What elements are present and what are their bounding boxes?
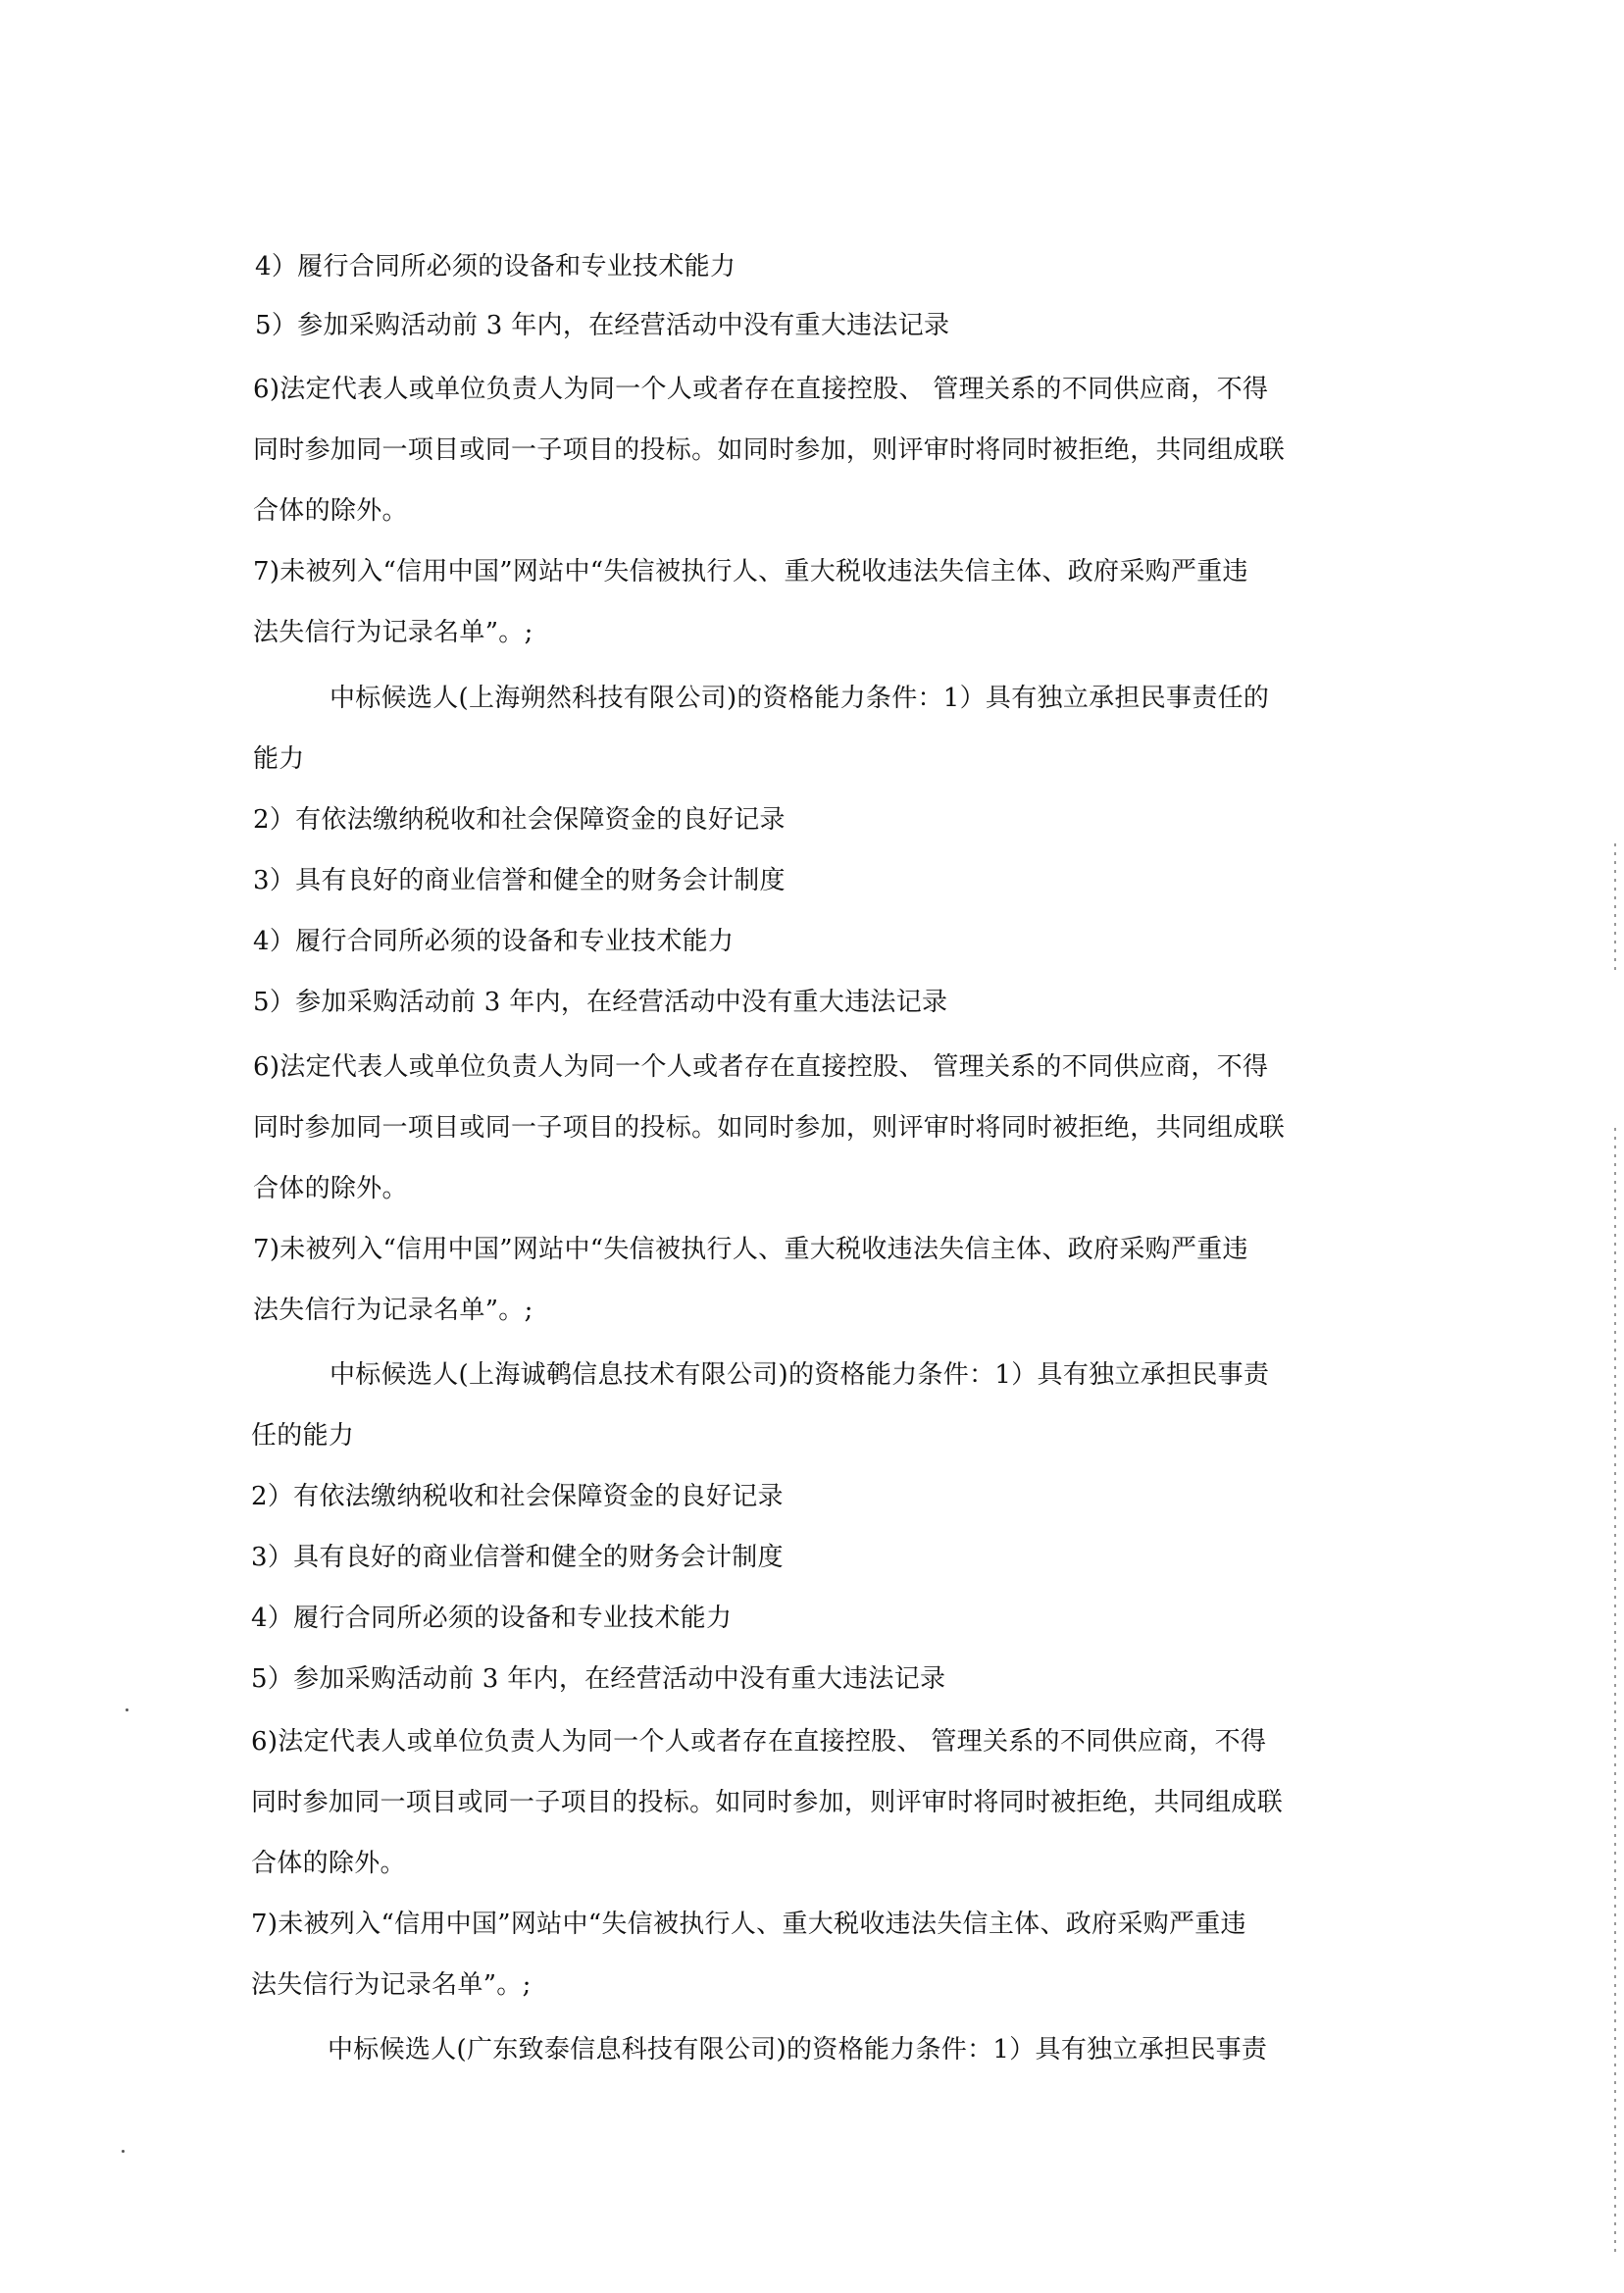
text-line: 6)法定代表人或单位负责人为同一个人或者存在直接控股、 管理关系的不同供应商，不得	[253, 375, 1269, 404]
text-line: 4）履行合同所必须的设备和专业技术能力	[251, 1604, 733, 1633]
text-line-indented: 中标候选人(广东致泰信息科技有限公司)的资格能力条件：1）具有独立承担民事责	[328, 2035, 1268, 2064]
scan-edge-mark	[1614, 843, 1616, 971]
text-line: 合体的除外。	[253, 496, 408, 526]
text-line: 3）具有良好的商业信誉和健全的财务会计制度	[251, 1543, 784, 1572]
text-line: 同时参加同一项目或同一子项目的投标。如同时参加，则评审时将同时被拒绝，共同组成联	[251, 1788, 1284, 1817]
text-line: 5）参加采购活动前 3 年内，在经营活动中没有重大违法记录	[255, 311, 950, 340]
text-line: 合体的除外。	[253, 1174, 408, 1203]
text-line: 任的能力	[251, 1421, 355, 1451]
text-line-indented: 中标候选人(上海诚鹌信息技术有限公司)的资格能力条件：1）具有独立承担民事责	[330, 1360, 1270, 1390]
text-line: 5）参加采购活动前 3 年内，在经营活动中没有重大违法记录	[253, 988, 948, 1017]
text-line: 法失信行为记录名单”。;	[251, 1970, 532, 2000]
scan-speck	[122, 2150, 125, 2153]
scan-edge-mark	[1614, 1128, 1616, 2256]
text-line: 4）履行合同所必须的设备和专业技术能力	[253, 927, 735, 956]
text-line: 5）参加采购活动前 3 年内，在经营活动中没有重大违法记录	[251, 1664, 946, 1694]
text-line: 3）具有良好的商业信誉和健全的财务会计制度	[253, 866, 786, 895]
text-line: 7)未被列入“信用中国”网站中“失信被执行人、重大税收违法失信主体、政府采购严重违	[253, 1235, 1248, 1264]
text-line: 同时参加同一项目或同一子项目的投标。如同时参加，则评审时将同时被拒绝，共同组成联	[253, 1113, 1286, 1143]
text-line: 7)未被列入“信用中国”网站中“失信被执行人、重大税收违法失信主体、政府采购严重违	[251, 1910, 1246, 1939]
text-line: 4）履行合同所必须的设备和专业技术能力	[255, 252, 736, 281]
text-line: 法失信行为记录名单”。;	[253, 618, 533, 647]
text-line: 2）有依法缴纳税收和社会保障资金的良好记录	[251, 1482, 784, 1511]
text-line: 合体的除外。	[251, 1849, 406, 1878]
text-line: 6)法定代表人或单位负责人为同一个人或者存在直接控股、 管理关系的不同供应商，不得	[253, 1052, 1269, 1082]
text-line: 6)法定代表人或单位负责人为同一个人或者存在直接控股、 管理关系的不同供应商，不得	[251, 1727, 1267, 1757]
text-line: 7)未被列入“信用中国”网站中“失信被执行人、重大税收违法失信主体、政府采购严重违	[253, 557, 1248, 586]
text-line: 同时参加同一项目或同一子项目的投标。如同时参加，则评审时将同时被拒绝，共同组成联	[253, 435, 1286, 465]
text-line: 法失信行为记录名单”。;	[253, 1296, 533, 1325]
text-line-indented: 中标候选人(上海朔然科技有限公司)的资格能力条件：1）具有独立承担民事责任的	[330, 684, 1270, 713]
text-line: 能力	[253, 744, 305, 774]
scan-speck	[126, 1708, 128, 1711]
text-line: 2）有依法缴纳税收和社会保障资金的良好记录	[253, 805, 786, 835]
